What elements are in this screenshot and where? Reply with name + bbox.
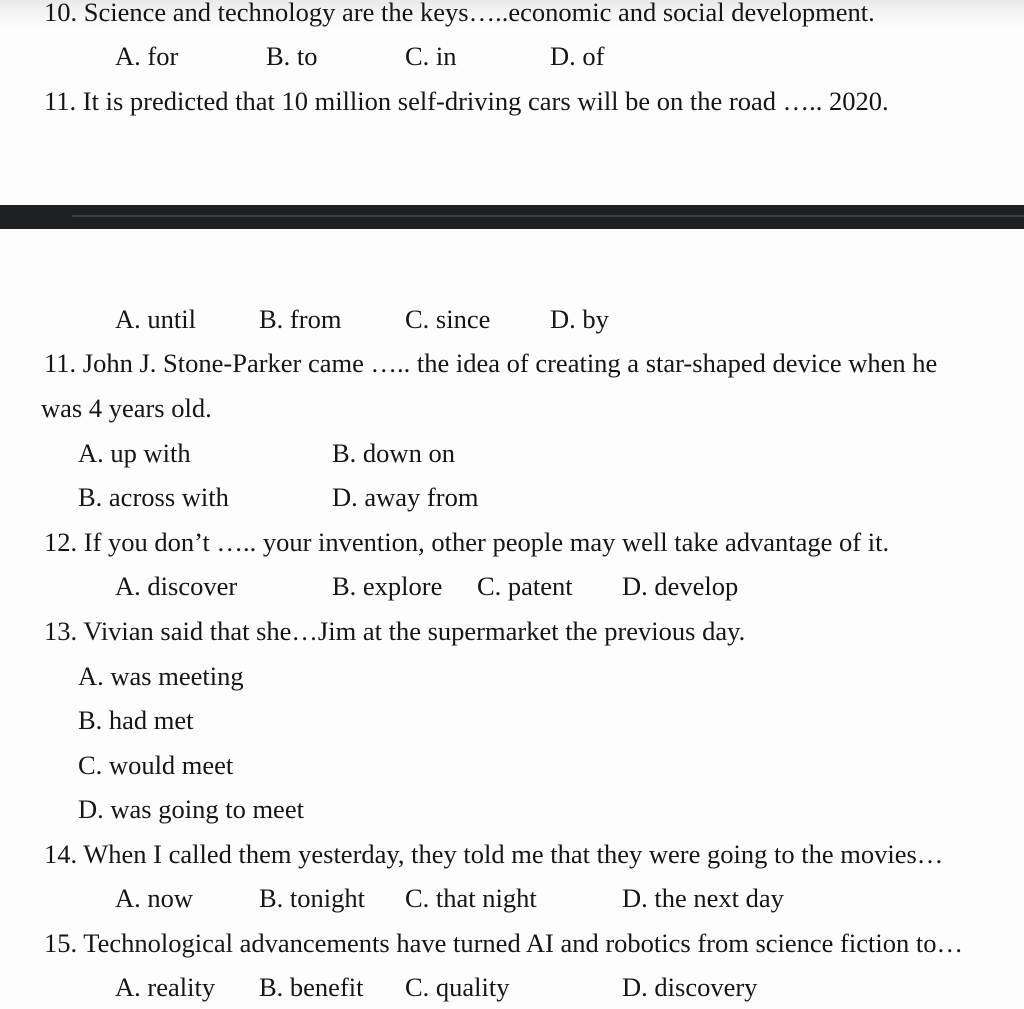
q15-option-a: A. reality (115, 972, 216, 1002)
q12-option-b: B. explore (332, 571, 443, 601)
q10-option-c: C. in (405, 41, 457, 71)
q10-option-b: B. to (266, 41, 318, 71)
q11a-option-a: A. until (115, 304, 196, 334)
question-11b-stem-line1: 11. John J. Stone-Parker came ….. the idea of creating a star-shaped device when he (44, 348, 938, 378)
question-13-stem: 13. Vivian said that she…Jim at the supermarket the previous day. (44, 616, 746, 646)
q13-option-d: D. was going to meet (78, 794, 304, 824)
q12-option-d: D. develop (622, 571, 739, 601)
q10-option-d: D. of (550, 41, 605, 71)
q13-option-c: C. would meet (78, 750, 234, 780)
q11b-option-a: A. up with (78, 438, 191, 468)
question-14-stem: 14. When I called them yesterday, they told me that they were going to the movies… (44, 839, 944, 869)
q11b-option-d: D. away from (332, 482, 479, 512)
question-12-stem: 12. If you don’t ….. your invention, other people may well take advantage of it. (44, 527, 890, 557)
q14-option-b: B. tonight (259, 883, 366, 913)
q14-option-c: C. that night (405, 883, 537, 913)
q15-option-c: C. quality (405, 972, 510, 1002)
q10-option-a: A. for (115, 41, 179, 71)
q11a-option-c: C. since (405, 304, 491, 334)
separator-highlight-line (72, 215, 1024, 217)
q13-option-a: A. was meeting (78, 661, 244, 691)
q11b-option-c: B. across with (78, 482, 229, 512)
question-11a-stem: 11. It is predicted that 10 million self-driving cars will be on the road ….. 2020. (44, 86, 889, 116)
q12-option-a: A. discover (115, 571, 238, 601)
q11a-option-d: D. by (550, 304, 609, 334)
question-11b-stem-line2: was 4 years old. (41, 393, 212, 423)
q11b-option-b: B. down on (332, 438, 455, 468)
question-15-stem: 15. Technological advancements have turned AI and robotics from science fiction to… (44, 928, 963, 958)
question-10-stem: 10. Science and technology are the keys…..economic and social development. (44, 0, 875, 27)
q13-option-b: B. had met (78, 705, 194, 735)
q15-option-d: D. discovery (622, 972, 758, 1002)
q14-option-a: A. now (115, 883, 194, 913)
dark-separator-band (0, 205, 1024, 229)
q12-option-c: C. patent (477, 571, 573, 601)
q14-option-d: D. the next day (622, 883, 784, 913)
q15-option-b: B. benefit (259, 972, 364, 1002)
q11a-option-b: B. from (259, 304, 342, 334)
